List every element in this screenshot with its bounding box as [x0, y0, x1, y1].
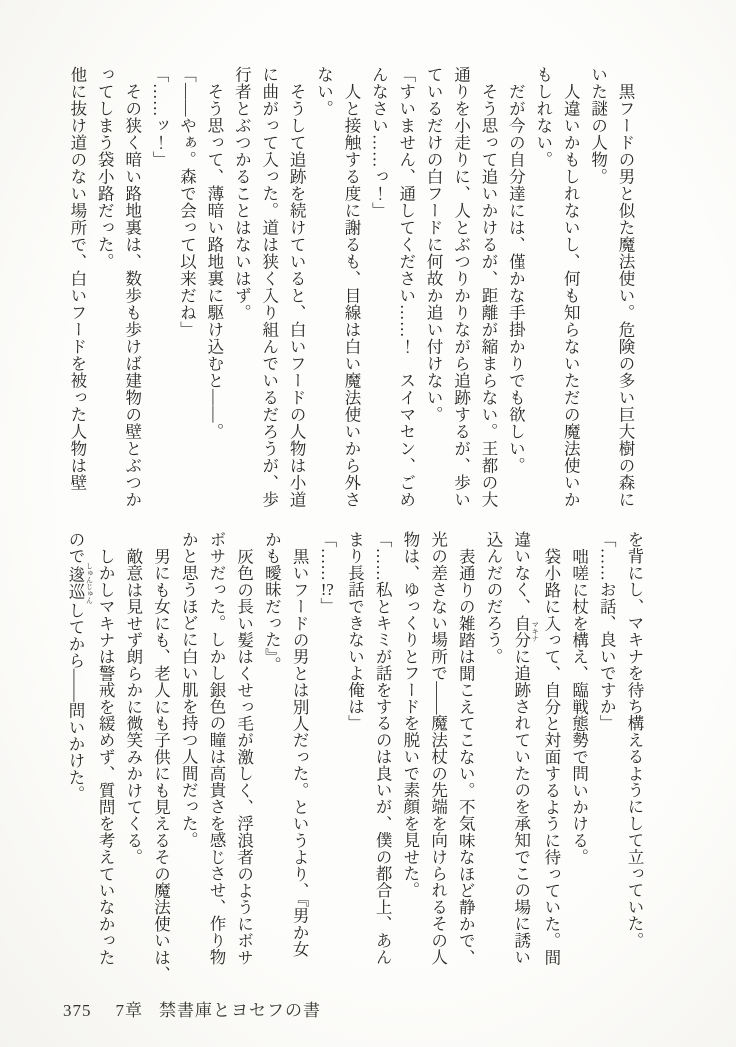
- text-block-top: [61, 66, 639, 516]
- text-line: まり長話できないよ俺は」: [345, 531, 365, 732]
- text-line: ので逡巡 しゅんじゅんしてから――問いかけた。: [65, 531, 92, 803]
- text-line: かも曖昧だった』。: [262, 531, 282, 674]
- text-line: 黒フードの男と似た魔法使い。危険の多い巨大樹の森に: [616, 82, 635, 508]
- text-line: もしれない。: [533, 66, 553, 168]
- text-line: 「……ッ！」: [150, 66, 170, 168]
- text-line: ない。: [314, 66, 334, 117]
- text-line: 光の差さない場所で――魔法杖の先端を向けられるその人: [428, 531, 448, 966]
- text-line: ているだけの白フードに何故か追い付けない。: [424, 66, 444, 423]
- text-line: 「すいません、通してください……！ スイマセン、ごめ: [396, 66, 416, 508]
- text-line: かと思うほどに白い肌を持つ人間だった。: [179, 531, 199, 849]
- text-line: しかしマキナは警戒を緩めず、質問を考えていなかった: [96, 547, 116, 965]
- page-footer: [63, 996, 321, 1021]
- text-line: を背にし、マキナを待ち構えるようにして立っていた。: [625, 531, 644, 949]
- text-line: 行者とぶつかることはないはず。: [232, 66, 252, 321]
- text-line: その狭く暗い路地裏は、数歩も歩けば建物の壁とぶつか: [122, 82, 142, 508]
- text-line: 「……お話、良いですか」: [597, 531, 617, 732]
- text-line: 男にも女にも、老人にも子供にも見えるその魔法使いは、: [151, 547, 171, 982]
- text-line: 通りを小走りに、人とぶつりかりながら追跡するが、歩い: [451, 66, 471, 508]
- text-block-bottom: [64, 531, 648, 983]
- chapter-title: 禁書庫とヨセフの書: [159, 1001, 321, 1020]
- text-line: いた謎の人物。: [588, 66, 608, 185]
- text-line: 「……私とキミが話をするのは良いが、僕の都合上、あん: [373, 531, 393, 966]
- text-line: 黒いフードの男とは別人だった。というより、『男か女: [290, 547, 310, 957]
- text-line: ボサだった。しかし銀色の瞳は高貴さを感じさせ、作り物: [206, 531, 226, 966]
- text-line: そう思って、薄暗い路地裏に駆け込むと――。: [204, 82, 224, 440]
- ruby-annotated-word: 逡巡 しゅんじゅん: [65, 562, 92, 604]
- text-line: んなさい……っ！」: [369, 66, 389, 219]
- ruby-annotated-word: 自分 マキナ: [511, 614, 538, 648]
- text-line: 「……!?」: [317, 531, 337, 615]
- text-line: 込んだのだろう。: [483, 531, 503, 665]
- text-line: そうして追跡を続けていると、白いフードの人物は小道: [287, 82, 307, 508]
- chapter-label: 7章: [115, 1001, 143, 1020]
- text-line: 物は、ゆっくりとフードを脱いで素顔を見せた。: [400, 531, 420, 899]
- text-line: 灰色の長い髪はくせっ毛が激しく、浮浪者のようにボサ: [234, 547, 254, 965]
- text-line: ってしまう袋小路だった。: [95, 66, 115, 270]
- text-line: 表通りの雑踏は聞こえてこない。不気味なほど静かで、: [456, 547, 476, 965]
- text-line: 人違いかもしれないし、何も知らないただの魔法使いか: [561, 82, 581, 508]
- text-line: だが今の自分達には、僅かな手掛かりでも欲しい。: [506, 82, 526, 474]
- text-line: 「――やぁ。森で会って以来だね」: [177, 66, 197, 338]
- text-line: 袋小路に入って、自分と対面するように待っていた。間: [541, 547, 561, 965]
- page-number: 375: [63, 1001, 92, 1020]
- text-line: 咄嗟に杖を構え、臨戦態勢で問いかける。: [569, 547, 589, 865]
- text-line: 他に抜け道のない場所で、白いフードを被った人物は壁: [67, 66, 87, 491]
- text-line: そう思って追いかけるが、距離が縮まらない。王都の大: [478, 82, 498, 508]
- text-line: 人と接触する度に謝るも、目線は白い魔法使いから外さ: [341, 82, 361, 508]
- text-line: に曲がって入った。道は狭く入り組んでいるだろうが、歩: [259, 66, 279, 508]
- tatechuyoko-text: !?: [320, 581, 334, 598]
- text-line: 違いなく、自分 マキナに追跡されていたのを承知でこの場に誘い: [511, 531, 538, 966]
- text-line: 敵意は見せず朗らかに微笑みかけてくる。: [123, 547, 143, 865]
